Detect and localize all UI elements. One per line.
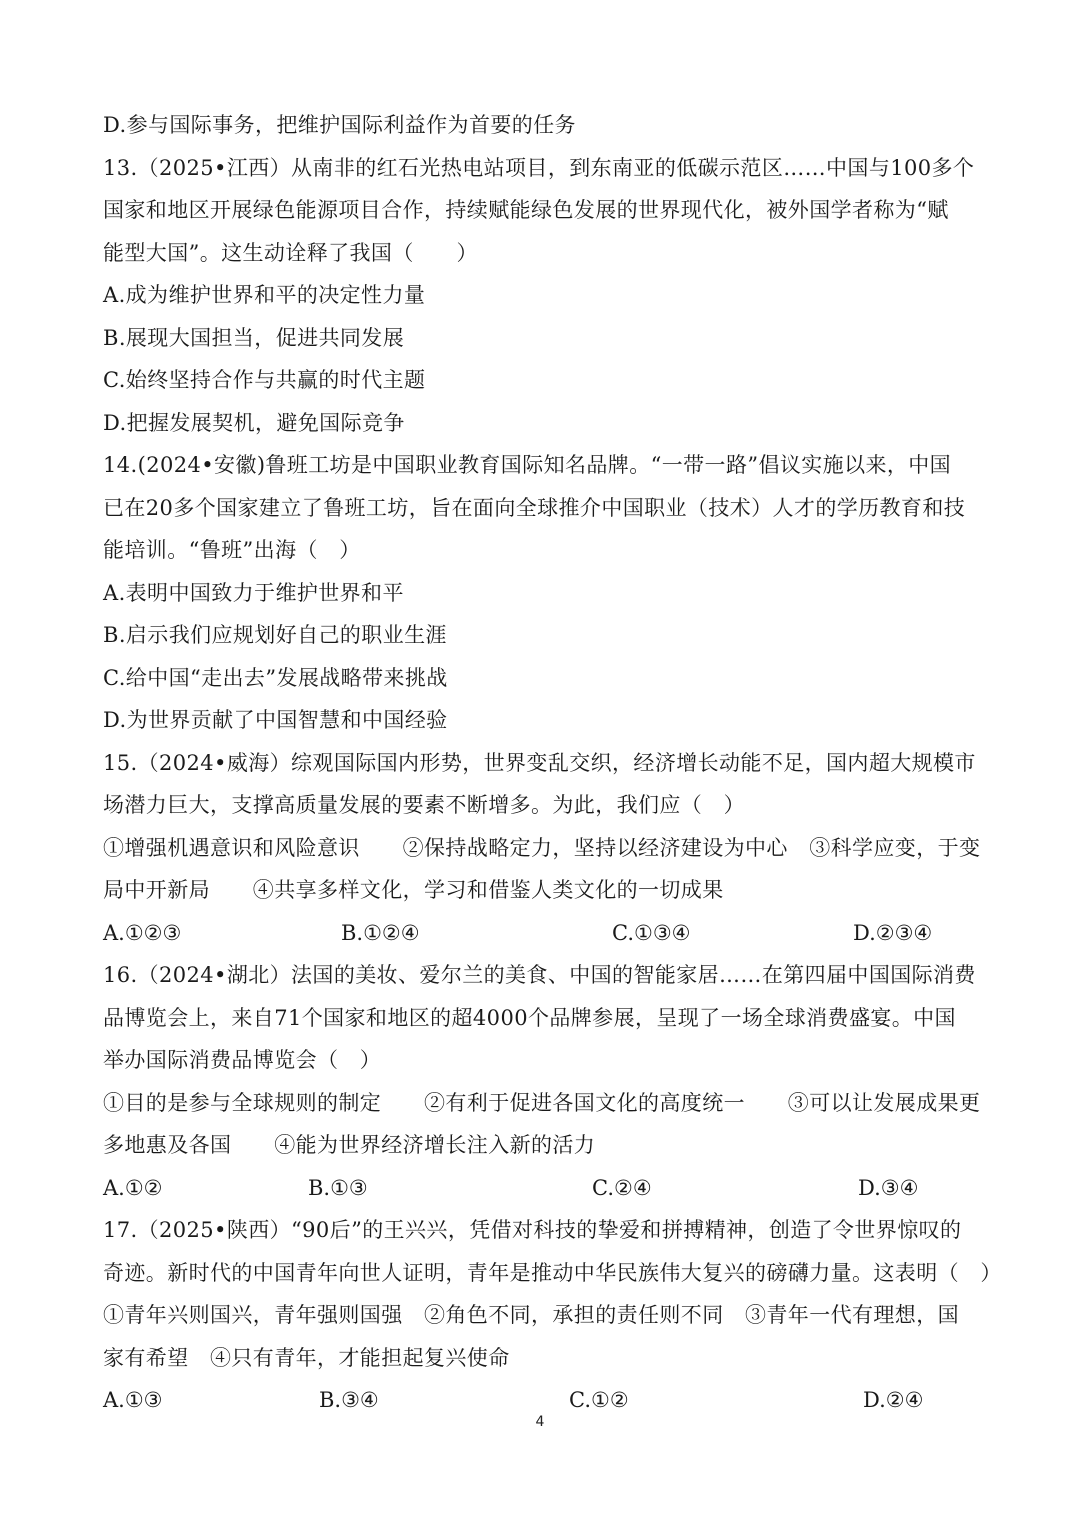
choice-d: D.②③④ [853, 920, 933, 945]
question-14 [103, 444, 983, 742]
option-c: C.给中国“走出去”发展战略带来挑战 [103, 665, 448, 690]
choice-a: A.①②③ [103, 920, 182, 945]
choice-b: B.③④ [319, 1388, 379, 1412]
choice-d: D.②④ [863, 1388, 924, 1412]
stem-line: 16.（2024•湖北）法国的美妆、爱尔兰的美食、中国的智能家居……在第四届中国国际消费 [103, 963, 976, 987]
option-d: D.为世界贡献了中国智慧和中国经验 [103, 708, 448, 732]
choice-b: B.①②④ [341, 920, 420, 945]
question-17-stem [103, 1209, 1002, 1379]
stem-line: ①增强机遇意识和风险意识 ②保持战略定力，坚持以经济建设为中心 ③科学应变，于变 [103, 835, 981, 860]
question-17 [103, 1209, 1002, 1422]
choice-c: C.①② [569, 1388, 629, 1412]
choice-d: D.③④ [858, 1175, 919, 1200]
prev-question-option-d: D.参与国际事务，把维护国际利益作为首要的任务 [103, 113, 576, 137]
question-13-stem [103, 147, 983, 275]
option-b: B.展现大国担当，促进共同发展 [103, 325, 405, 350]
stem-line: 品博览会上，来自71个国家和地区的超4000个品牌参展，呈现了一场全球消费盛宴。中国 [103, 1005, 956, 1030]
question-13 [103, 147, 983, 445]
stem-line: 15.（2024•威海）综观国际国内形势，世界变乱交织，经济增长动能不足，国内超大规模市 [103, 750, 976, 775]
stem-line: 14.(2024•安徽)鲁班工坊是中国职业教育国际知名品牌。“一带一路”倡议实施以来，中国 [103, 453, 952, 477]
choices-row [103, 912, 983, 955]
stem-line: 17.（2025•陕西）“90后”的王兴兴，凭借对科技的挚爱和拼搏精神，创造了令世界惊叹的 [103, 1218, 962, 1242]
question-15-stem [103, 742, 983, 912]
stem-line: 局中开新局 ④共享多样文化，学习和借鉴人类文化的一切成果 [103, 878, 724, 902]
option-a: A.表明中国致力于维护世界和平 [103, 580, 404, 605]
stem-line: ①青年兴则国兴，青年强则国强 ②角色不同，承担的责任则不同 ③青年一代有理想，国 [103, 1303, 959, 1327]
option-c: C.始终坚持合作与共赢的时代主题 [103, 368, 426, 392]
choice-a: A.①③ [103, 1388, 163, 1412]
choices-row [103, 1167, 983, 1210]
choice-c: C.①③④ [612, 920, 691, 945]
option-a: A.成为维护世界和平的决定性力量 [103, 283, 426, 307]
document-page [103, 104, 1002, 1422]
question-14-stem [103, 444, 983, 572]
question-16-stem [103, 954, 983, 1167]
choice-b: B.①③ [308, 1175, 368, 1200]
option-d: D.把握发展契机，避免国际竞争 [103, 410, 405, 435]
stem-line: 场潜力巨大，支撑高质量发展的要素不断增多。为此，我们应（ ） [103, 793, 745, 817]
stem-line: 能型大国”。这生动诠释了我国（ ） [103, 240, 478, 265]
stem-line: 已在20多个国家建立了鲁班工坊，旨在面向全球推介中国职业（技术）人才的学历教育和技 [103, 495, 966, 520]
stem-line: 家有希望 ④只有青年，才能担起复兴使命 [103, 1345, 510, 1370]
stem-line: 国家和地区开展绿色能源项目合作，持续赋能绿色发展的世界现代化，被外国学者称为“赋 [103, 198, 949, 222]
choice-a: A.①② [103, 1175, 163, 1200]
stem-line: ①目的是参与全球规则的制定 ②有利于促进各国文化的高度统一 ③可以让发展成果更 [103, 1090, 981, 1115]
stem-line: 多地惠及各国 ④能为世界经济增长注入新的活力 [103, 1133, 596, 1157]
stem-line: 13.（2025•江西）从南非的红石光热电站项目，到东南亚的低碳示范区……中国与100多个 [103, 155, 975, 180]
choice-c: C.②④ [592, 1175, 652, 1200]
stem-line: 奇迹。新时代的中国青年向世人证明，青年是推动中华民族伟大复兴的磅礴力量。这表明（ ） [103, 1260, 1002, 1285]
option-b: B.启示我们应规划好自己的职业生涯 [103, 623, 447, 647]
question-15 [103, 742, 983, 955]
question-16 [103, 954, 983, 1209]
page-number: 4 [535, 1414, 545, 1430]
stem-line: 能培训。“鲁班”出海（ ） [103, 538, 361, 562]
stem-line: 举办国际消费品博览会（ ） [103, 1048, 382, 1072]
